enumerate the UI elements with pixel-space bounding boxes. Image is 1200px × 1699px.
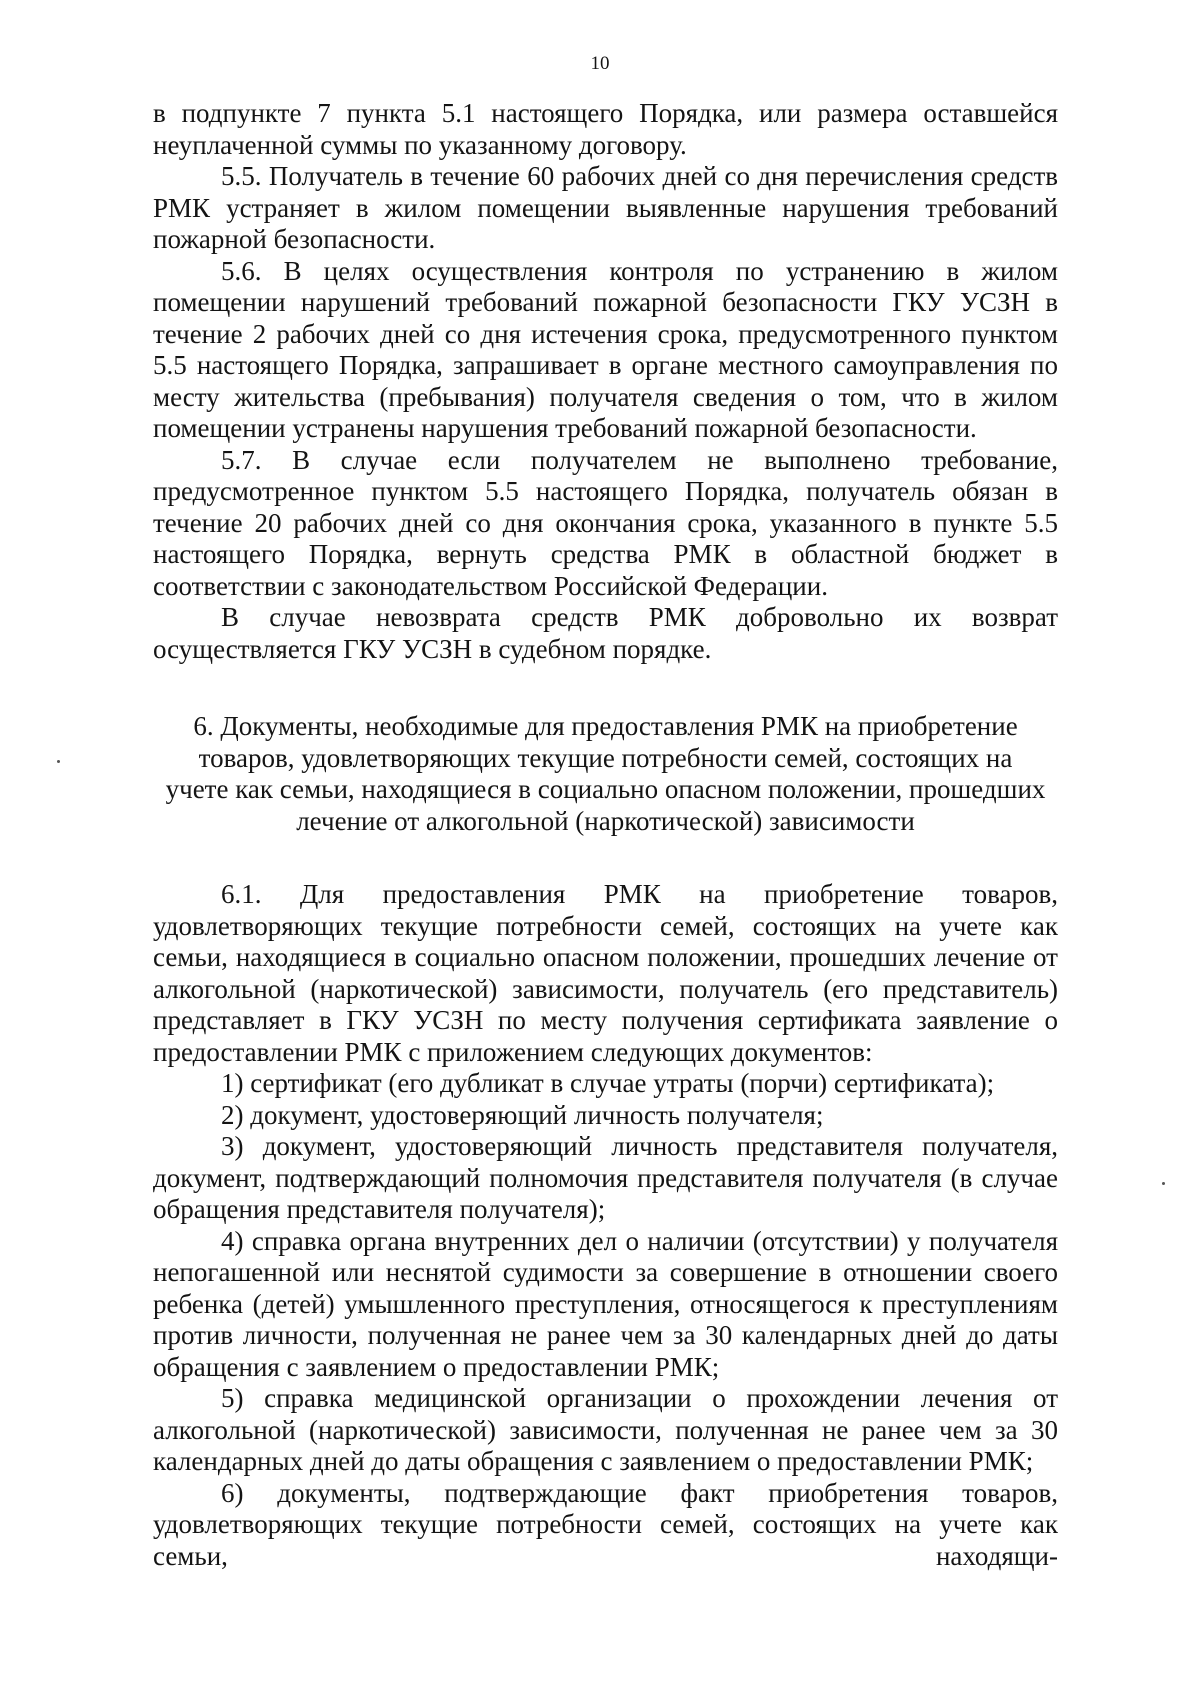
scan-speck: [1162, 1182, 1165, 1185]
continuation-paragraph: в подпункте 7 пункта 5.1 настоящего Порядка, или размера оставшейся неуплаченной суммы по указанному договору.: [153, 98, 1058, 160]
paragraph-6-1: 6.1. Для предоставления РМК на приобретение товаров, удовлетворяющих текущие потребности семей, состоящих на учете как семьи, находящиеся в социально опасном положении, прошедших лечение от алкогольной (наркотической) зависимости, получатель (его представитель) представляет в ГКУ УСЗН по месту получения сертификата заявление о предоставлении РМК с приложением следующих документов:: [153, 879, 1058, 1067]
list-item-3: 3) документ, удостоверяющий личность представителя получателя, документ, подтверждающий полномочия представителя получателя (в случае обращения представителя получателя);: [153, 1131, 1058, 1224]
list-item-2: 2) документ, удостоверяющий личность получателя;: [221, 1099, 824, 1130]
paragraph-5-5: 5.5. Получатель в течение 60 рабочих дней со дня перечисления средств РМК устраняет в жилом помещении выявленные нарушения требований пожарной безопасности.: [153, 161, 1058, 254]
spacer: [153, 837, 1058, 879]
spacer: [153, 665, 1058, 711]
paragraph-5-7-refund: В случае невозврата средств РМК добровольно их возврат осуществляется ГКУ УСЗН в судебном порядке.: [153, 602, 1058, 664]
paragraph-5-7: 5.7. В случае если получателем не выполнено требование, предусмотренное пунктом 5.5 настоящего Порядка, получатель обязан в течение 20 рабочих дней со дня окончания срока, указанного в пункте 5.5 настоящего Порядка, вернуть средства РМК в областной бюджет в соответствии с законодательством Российской Федерации.: [153, 444, 1058, 601]
paragraph-5-6: 5.6. В целях осуществления контроля по устранению в жилом помещении нарушений требований пожарной безопасности ГКУ УСЗН в течение 2 рабочих дней со дня истечения срока, предусмотренного пунктом 5.5 настоящего Порядка, запрашивает в органе местного самоуправления по месту жительства (пребывания) получателя сведения о том, что в жилом помещении устранены нарушения требований пожарной безопасности.: [153, 255, 1058, 443]
page-number: 10: [590, 53, 610, 74]
list-item-6: 6) документы, подтверждающие факт приобретения товаров, удовлетворяющих текущие потребности семей, состоящих на учете как семьи, находящи-: [153, 1477, 1058, 1571]
list-item-4: 4) справка органа внутренних дел о наличии (отсутствии) у получателя непогашенной или неснятой судимости за совершение в отношении своего ребенка (детей) умышленного преступления, относящегося к преступлениям против личности, полученная не ранее чем за 30 календарных дней до даты обращения с заявлением о предоставлении РМК;: [153, 1225, 1058, 1382]
scan-speck: [57, 760, 60, 763]
list-item-5: 5) справка медицинской организации о прохождении лечения от алкогольной (наркотической) зависимости, полученная не ранее чем за 30 календарных дней до даты обращения с заявлением о предоставлении РМК;: [153, 1383, 1058, 1476]
document-body: [153, 98, 1058, 1572]
list-item-1: 1) сертификат (его дубликат в случае утраты (порчи) сертификата);: [221, 1068, 995, 1098]
section-6-heading: 6. Документы, необходимые для предоставления РМК на приобретение товаров, удовлетворяющих текущие потребности семей, состоящих на учете как семьи, находящиеся в социально опасном положении, прошедших лечение от алкогольной (наркотической) зависимости: [165, 711, 1046, 836]
